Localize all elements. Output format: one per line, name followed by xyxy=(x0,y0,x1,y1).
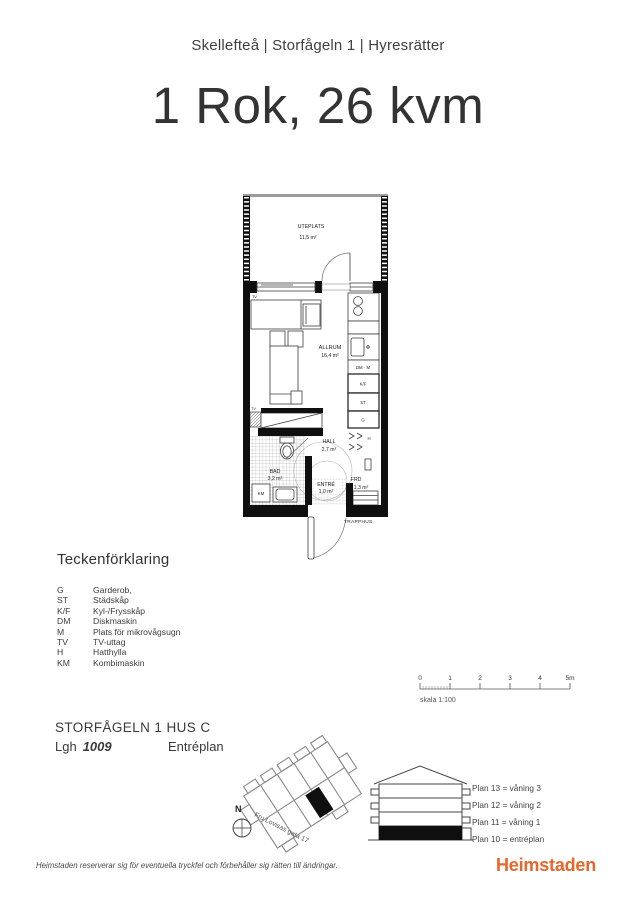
fixture-tv-1: TV xyxy=(252,295,257,299)
floor-key xyxy=(472,780,544,848)
building-name: STORFÅGELN 1 HUS C xyxy=(55,720,211,735)
legend-item: ST Städskåp xyxy=(57,595,129,606)
compass-label: N xyxy=(235,804,242,814)
heimstaden-logo: Heimstaden xyxy=(496,855,597,875)
legend-title: Teckenförklaring xyxy=(57,551,170,568)
floor-key-line: Plan 13 = våning 3 xyxy=(472,783,541,793)
svg-text:5m: 5m xyxy=(565,675,575,682)
washbasin xyxy=(273,487,297,502)
floor-key-line: Plan 12 = våning 2 xyxy=(472,800,541,810)
toilet xyxy=(280,437,294,459)
stairwell-label: TRAPPHUS xyxy=(344,520,373,525)
svg-text:3: 3 xyxy=(508,675,512,682)
room-area-entre: 1,0 m² xyxy=(318,489,334,495)
floor-key-line: Plan 10 = entréplan xyxy=(472,834,545,844)
fixture-tv-2: TV xyxy=(251,407,256,411)
room-label-uteplats: UTEPLATS xyxy=(297,224,325,230)
room-area-allrum: 16,4 m² xyxy=(321,353,339,359)
dining-set xyxy=(251,300,321,347)
coat-hooks xyxy=(349,433,362,450)
room-area-hall: 2,7 m² xyxy=(321,447,337,453)
fixture-kf: K/F xyxy=(359,381,367,387)
site-plan xyxy=(222,722,382,867)
legend-item: TV TV-uttag xyxy=(57,637,126,648)
kitchen-units xyxy=(348,293,379,505)
scale-caption: skala 1:100 xyxy=(420,697,456,704)
terrace-door xyxy=(322,253,350,281)
street-name: Fru Lovisas gata 17 xyxy=(253,811,310,845)
legend-item: K/F Kyl-/Frysskåp xyxy=(57,605,146,616)
legend-item: G Garderob, xyxy=(57,585,132,595)
legend-item: M Plats för mikrovågsugn xyxy=(57,626,181,637)
fixture-dm-m: DM · M xyxy=(355,365,371,370)
legend-item: H Hatthylla xyxy=(57,647,127,658)
svg-text:0: 0 xyxy=(418,675,422,682)
breadcrumb: Skellefteå | Storfågeln 1 | Hyresrätter xyxy=(191,37,445,54)
room-area-bad: 3,2 m² xyxy=(267,476,283,482)
wardrobe xyxy=(261,413,322,428)
floor-key-line: Plan 11 = våning 1 xyxy=(472,817,541,827)
svg-text:1: 1 xyxy=(448,675,452,682)
room-area-frd: 1,3 m² xyxy=(353,485,369,491)
svg-text:4: 4 xyxy=(538,675,542,682)
building-section xyxy=(368,762,473,847)
fixture-km: KM xyxy=(257,491,265,496)
room-label-entre: ENTRÉ xyxy=(317,482,335,488)
scale-bar xyxy=(410,672,590,714)
room-label-frd: FRD xyxy=(350,477,362,483)
floor-name: Entréplan xyxy=(168,739,224,754)
room-area-uteplats: 11,5 m² xyxy=(299,235,317,241)
legend-item: DM Diskmaskin xyxy=(57,616,137,627)
room-label-allrum: ALLRUM xyxy=(318,345,342,351)
fixture-h: H xyxy=(367,436,371,441)
disclaimer-text: Heimstaden reserverar sig för eventuella tryckfel och förbehåller sig rätten till ändringar. xyxy=(36,861,338,870)
entry-door xyxy=(308,517,346,559)
shaft xyxy=(250,412,261,427)
legend-item: KM Kombimaskin xyxy=(57,657,145,668)
page-title: 1 Rok, 26 kvm xyxy=(151,77,485,134)
room-label-bad: BAD xyxy=(269,469,281,475)
legend xyxy=(57,551,180,668)
apartment-number: 1009 xyxy=(82,739,112,754)
fixture-g: G xyxy=(361,417,365,423)
highlighted-unit xyxy=(305,787,333,818)
fixture-st: ST xyxy=(360,400,366,405)
floorplan-drawing xyxy=(225,188,425,563)
apartment-prefix: Lgh xyxy=(55,739,77,754)
room-label-hall: HALL xyxy=(322,439,336,445)
bed xyxy=(270,346,302,404)
svg-text:2: 2 xyxy=(478,675,482,682)
entry-floor-highlight xyxy=(379,826,462,840)
windows xyxy=(257,283,373,291)
